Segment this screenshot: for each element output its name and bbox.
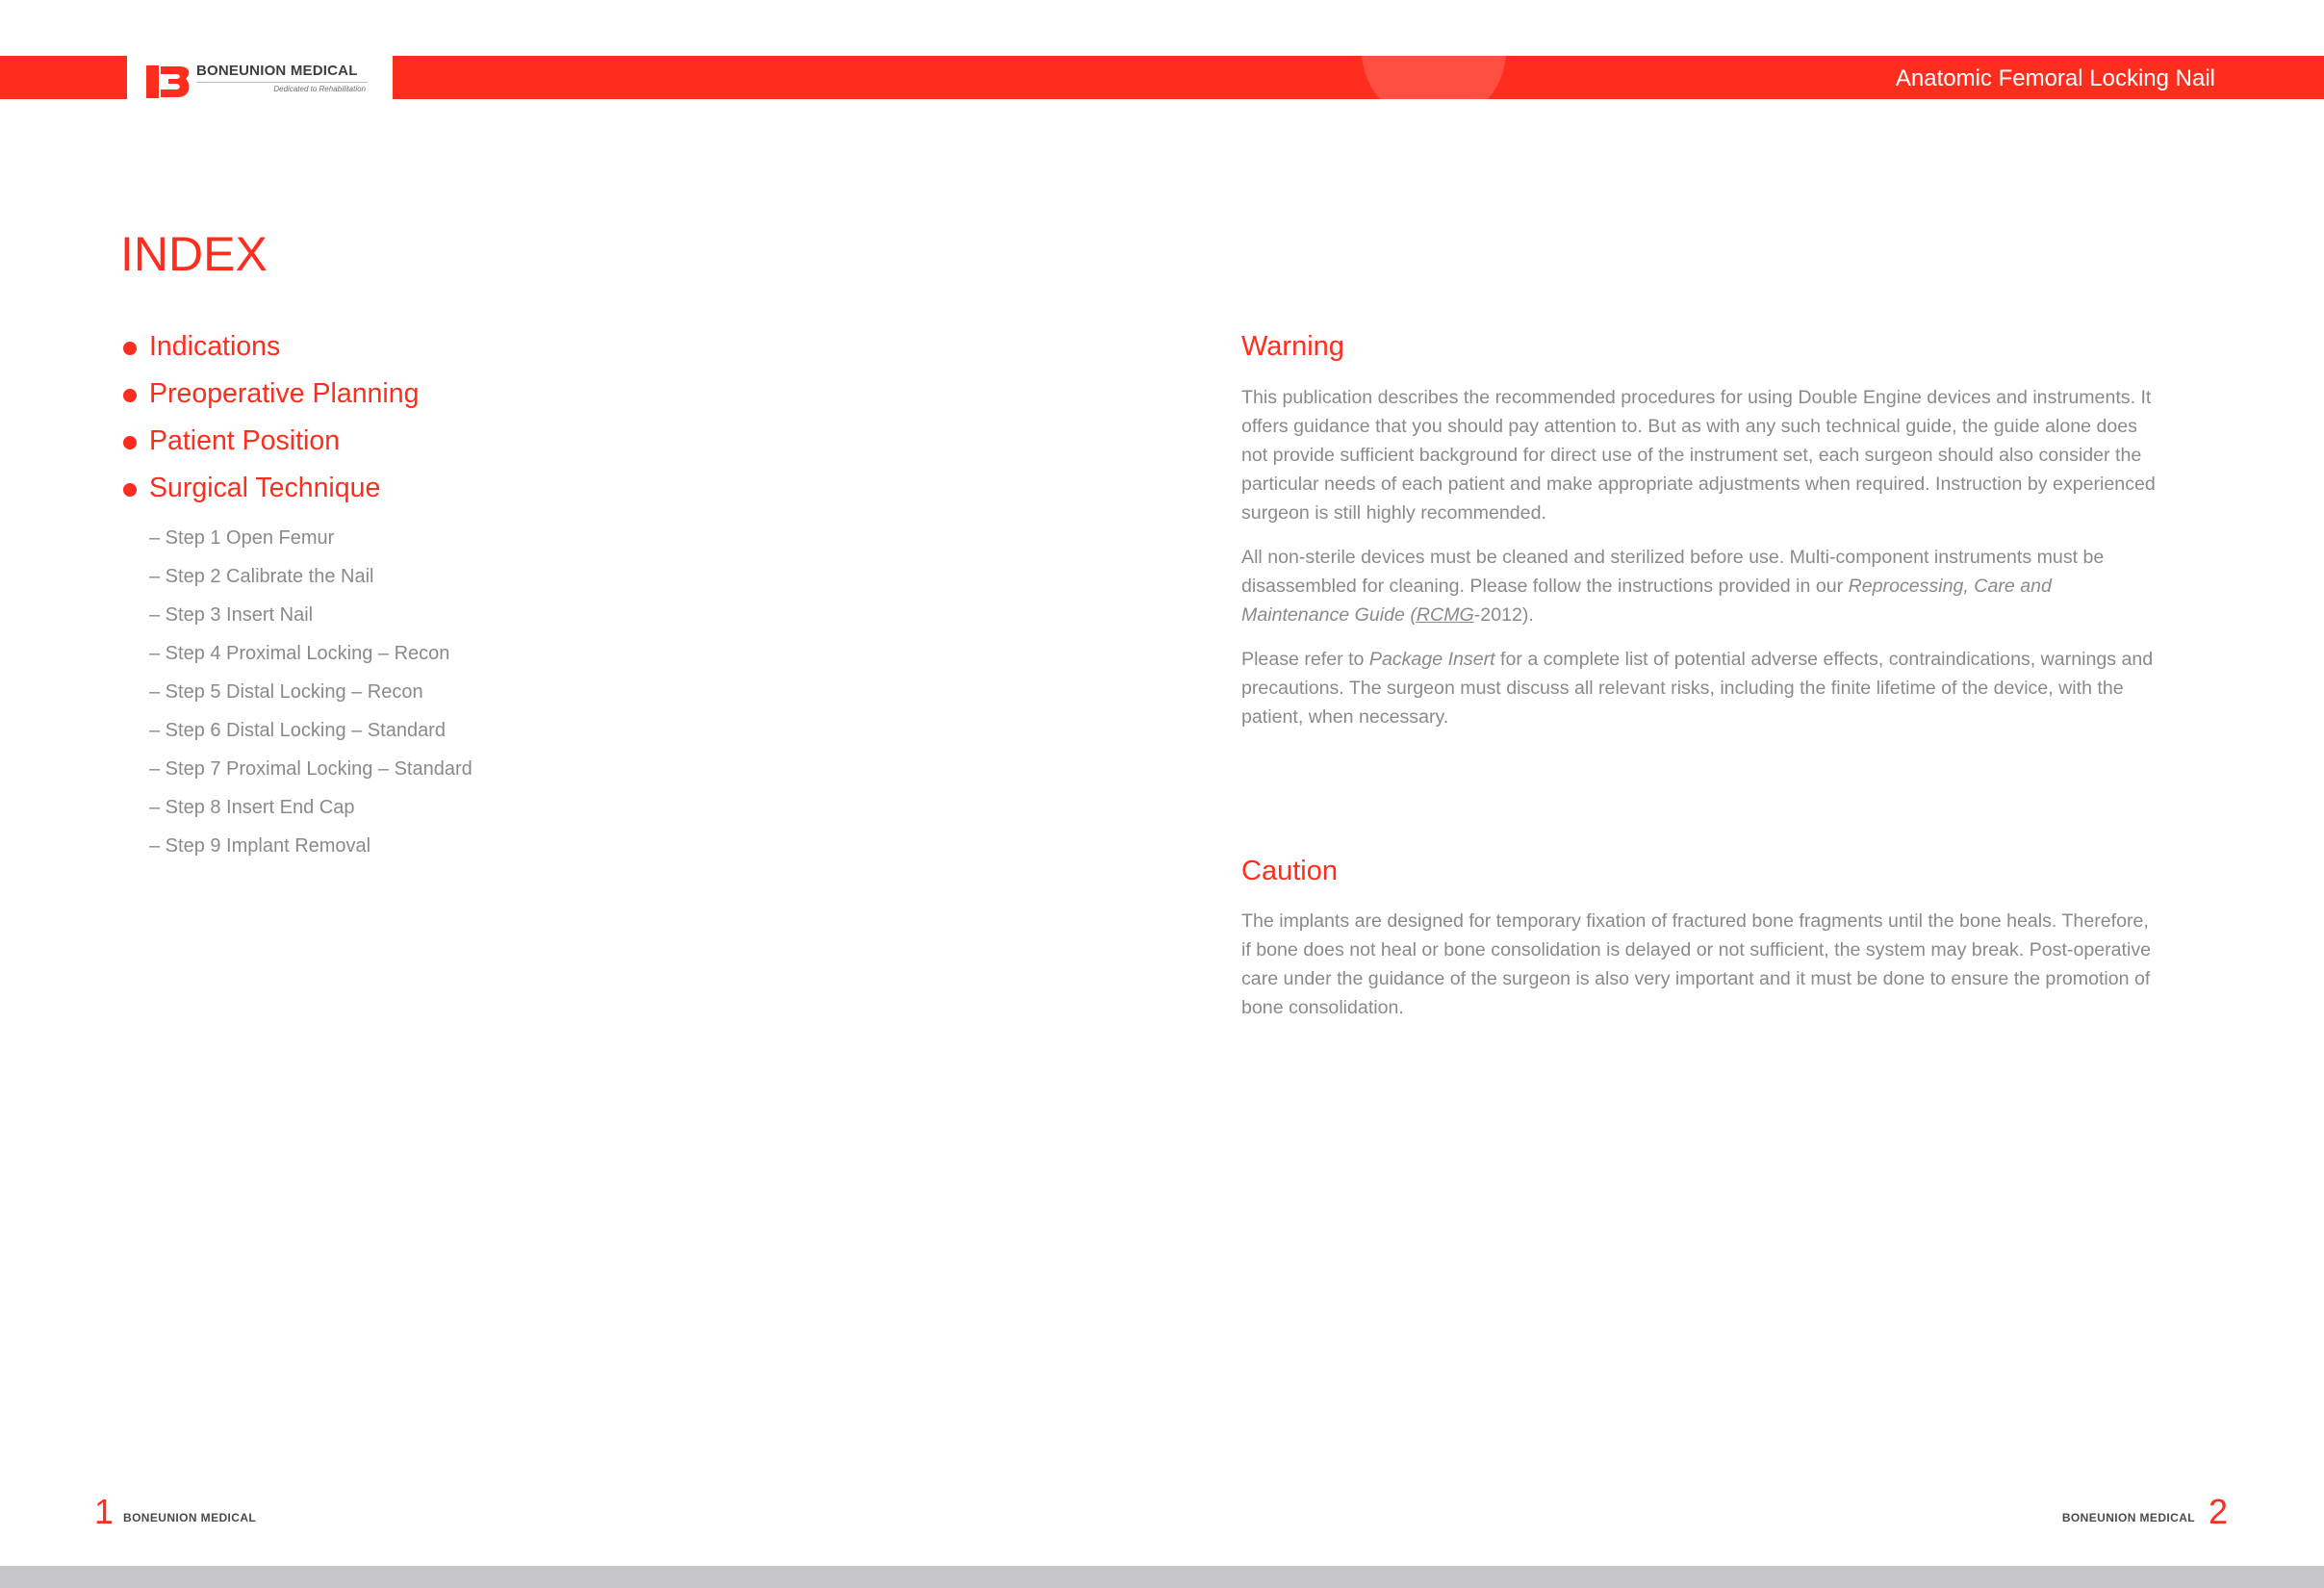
page-number-left: 1	[94, 1492, 115, 1531]
footer-brand-left: BONEUNION MEDICAL	[123, 1511, 257, 1524]
step-item[interactable]: – Step 6 Distal Locking – Standard	[149, 720, 446, 741]
warning-heading: Warning	[1241, 331, 1344, 362]
warning-paragraph-3	[1241, 645, 2160, 731]
paragraph-text: -2012).	[1473, 604, 1534, 626]
step-item[interactable]: – Step 9 Implant Removal	[149, 835, 371, 857]
package-insert-reference: Package Insert	[1368, 649, 1495, 670]
index-item-surgical-technique[interactable]	[123, 473, 419, 520]
logo-divider	[196, 82, 368, 83]
step-item[interactable]: – Step 4 Proximal Locking – Recon	[149, 643, 450, 664]
index-item-indications[interactable]	[123, 331, 419, 378]
boneunion-logo-icon	[146, 65, 192, 98]
step-item[interactable]: – Step 2 Calibrate the Nail	[149, 566, 374, 587]
brand-logo[interactable]	[127, 56, 393, 99]
paragraph-text: Please refer to	[1241, 649, 1369, 670]
bullet-icon	[123, 389, 137, 402]
index-item-label: Surgical Technique	[149, 473, 381, 503]
page-number-right: 2	[2208, 1492, 2228, 1531]
warning-paragraph-2	[1241, 543, 2160, 629]
header-decorative-circle	[1362, 56, 1506, 99]
step-item[interactable]: – Step 1 Open Femur	[149, 527, 335, 549]
step-item[interactable]: – Step 7 Proximal Locking – Standard	[149, 758, 472, 780]
surgical-steps-list	[149, 527, 472, 874]
step-item[interactable]: – Step 5 Distal Locking – Recon	[149, 681, 423, 703]
index-item-preoperative-planning[interactable]	[123, 378, 419, 425]
document-title: Anatomic Femoral Locking Nail	[1895, 65, 2215, 91]
bullet-icon	[123, 483, 137, 497]
step-item[interactable]: – Step 3 Insert Nail	[149, 604, 314, 626]
index-item-label: Patient Position	[149, 425, 341, 456]
footer-bar	[0, 1566, 2324, 1588]
index-list	[123, 331, 419, 520]
guide-title: Reprocessing, Care and Maintenance Guide	[1241, 576, 2052, 626]
caution-heading: Caution	[1241, 856, 1338, 886]
bullet-icon	[123, 342, 137, 355]
logo-tagline: Dedicated to Rehabilitation	[273, 85, 366, 93]
warning-paragraph-1: This publication describes the recommended procedures for using Double Engine devices and instruments. It offers guidance that you should pay attention to. But as with any such technical guide, the guide alone does not provide sufficient background for direct use of the instrument set, each surgeon should also consider the particular needs of each patient and make appropriate adjustments when required. Instruction by experienced surgeon is still highly recommended.	[1241, 387, 2156, 524]
bullet-icon	[123, 436, 137, 449]
step-item[interactable]: – Step 8 Insert End Cap	[149, 797, 355, 818]
logo-name: BONEUNION MEDICAL	[196, 63, 358, 79]
footer-brand-right: BONEUNION MEDICAL	[2061, 1511, 2195, 1524]
index-item-label: Preoperative Planning	[149, 378, 420, 409]
index-title: INDEX	[120, 227, 268, 281]
caution-paragraph: The implants are designed for temporary fixation of fractured bone fragments until the bone heals. Therefore, if bone does not heal or bone consolidation is delayed or not sufficient, the system may break. Post-operative care under the guidance of the surgeon is also very important and it must be done to ensure the promotion of bone consolidation.	[1241, 910, 2152, 1018]
paragraph-text: for a complete list of potential adverse effects, contraindications, warnings and precautions. The surgeon must discuss all relevant risks, including the finite lifetime of the device, with the patient, when necessary.	[1241, 649, 2154, 728]
index-item-patient-position[interactable]	[123, 425, 419, 473]
paragraph-text: All non-sterile devices must be cleaned and sterilized before use. Multi-component instruments must be disassembled for cleaning. Please follow the instructions provided in our	[1241, 547, 2105, 597]
index-item-label: Indications	[149, 331, 281, 362]
rcmg-link[interactable]: (RCMG	[1410, 604, 1474, 626]
